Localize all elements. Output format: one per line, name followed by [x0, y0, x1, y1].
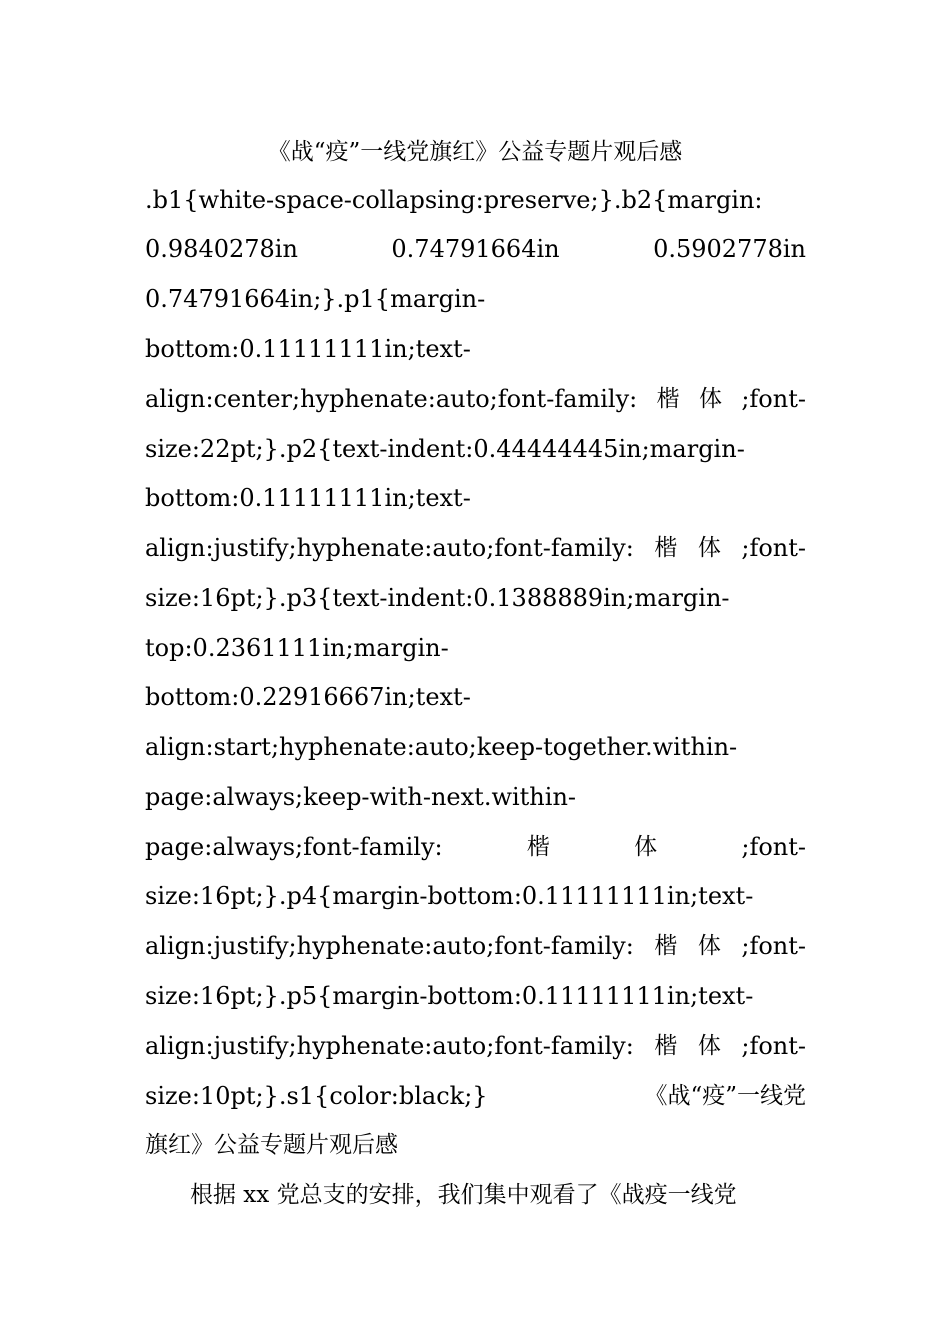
css-token: 体	[698, 386, 722, 412]
css-text-line	[145, 1026, 806, 1066]
css-token: ;font-	[741, 833, 806, 861]
body-title-line: 旗红》公益专题片观后感	[145, 1132, 398, 1158]
css-token: 体	[697, 933, 721, 959]
css-token: 楷	[656, 386, 680, 412]
css-token: ;font-	[741, 385, 806, 413]
css-text-line	[145, 229, 806, 269]
css-token: align:justify;hyphenate:auto;font-family:	[145, 534, 634, 562]
css-text-line	[145, 1076, 806, 1116]
css-text-line	[145, 379, 806, 419]
css-text-line	[145, 926, 806, 966]
document-title: 《战“疫”一线党旗红》公益专题片观后感	[267, 139, 683, 165]
css-text-line: size:16pt;}.p3{text-indent:0.1388889in;margin-	[145, 584, 730, 612]
css-text-line: size:22pt;}.p2{text-indent:0.44444445in;margin-	[145, 435, 745, 463]
css-token: 0.9840278in	[145, 235, 298, 263]
css-token: 体	[634, 834, 658, 860]
css-token: ;font-	[741, 932, 806, 960]
css-token: 0.5902778in	[653, 235, 806, 263]
css-text-line	[145, 827, 806, 867]
css-token: align:center;hyphenate:auto;font-family:	[145, 385, 638, 413]
css-text-line: top:0.2361111in;margin-	[145, 634, 449, 662]
css-token: 楷	[654, 933, 678, 959]
css-token: 楷	[654, 1033, 678, 1059]
css-text-line: .b1{white-space-collapsing:preserve;}.b2{margin:	[145, 186, 763, 214]
css-text-line: size:16pt;}.p4{margin-bottom:0.11111111in;text-	[145, 882, 754, 910]
css-token: 体	[697, 1033, 721, 1059]
css-token: size:10pt;}.s1{color:black;}	[145, 1082, 488, 1110]
css-token: 0.74791664in	[391, 235, 560, 263]
css-token: align:justify;hyphenate:auto;font-family:	[145, 932, 634, 960]
css-text-line: bottom:0.22916667in;text-	[145, 683, 471, 711]
css-token: 体	[697, 535, 721, 561]
css-token: 楷	[526, 834, 550, 860]
body-paragraph: 根据 xx 党总支的安排，我们集中观看了《战疫一线党	[190, 1182, 737, 1208]
css-text-line: page:always;keep-with-next.within-	[145, 783, 577, 811]
css-text-line: bottom:0.11111111in;text-	[145, 335, 471, 363]
css-token: page:always;font-family:	[145, 833, 443, 861]
css-text-line: align:start;hyphenate:auto;keep-together.within-	[145, 733, 738, 761]
body-title-start: 《战“疫”一线党	[644, 1083, 806, 1109]
css-token: align:justify;hyphenate:auto;font-family:	[145, 1032, 634, 1060]
css-token: ;font-	[741, 1032, 806, 1060]
css-token: 楷	[654, 535, 678, 561]
css-text-line	[145, 528, 806, 568]
css-token: ;font-	[741, 534, 806, 562]
css-text-line: 0.74791664in;}.p1{margin-	[145, 285, 486, 313]
css-text-line: bottom:0.11111111in;text-	[145, 484, 471, 512]
css-text-line: size:16pt;}.p5{margin-bottom:0.11111111in;text-	[145, 982, 754, 1010]
